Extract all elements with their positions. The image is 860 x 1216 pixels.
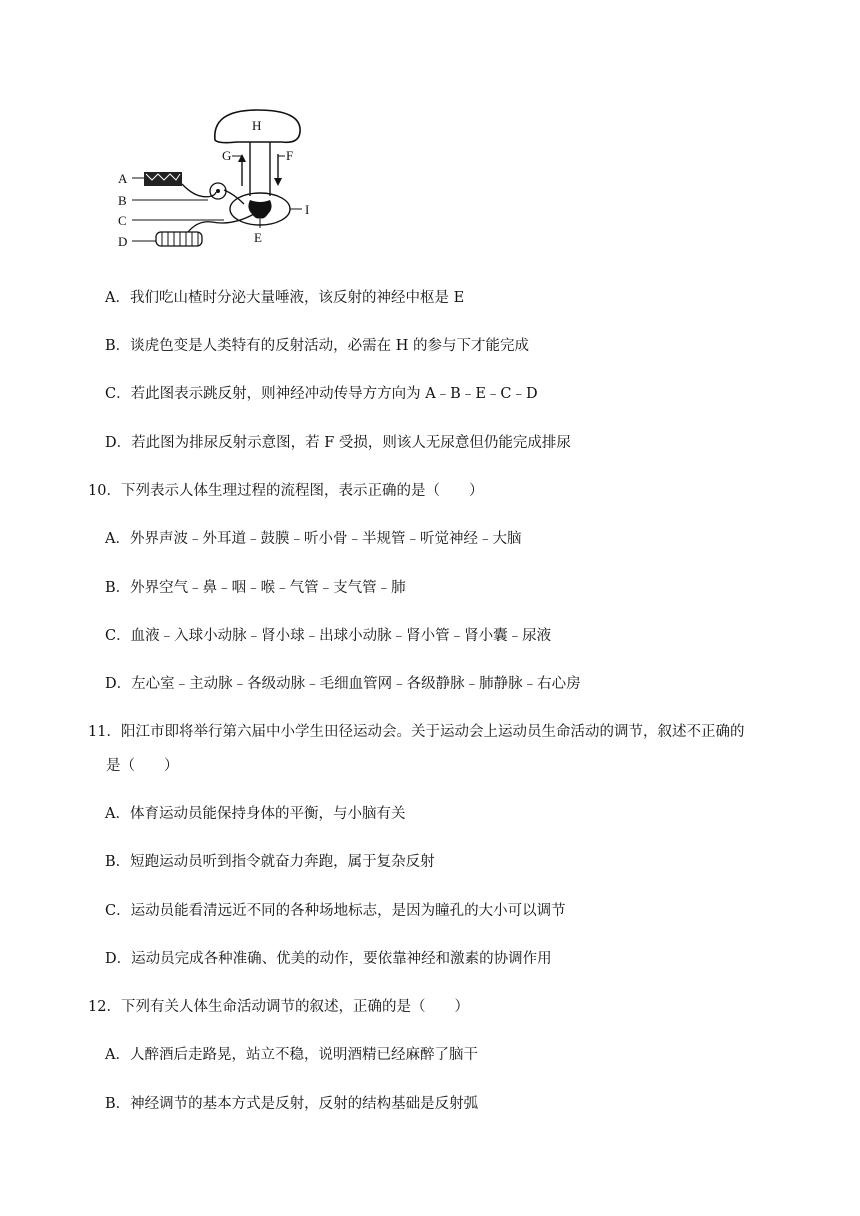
label-i: I <box>305 202 310 217</box>
label-e: E <box>254 230 262 245</box>
label-g: G <box>222 148 232 163</box>
q12-option-b: B．神经调节的基本方式是反射，反射的结构基础是反射弧 <box>105 1096 479 1112</box>
q11-stem-line2: 是（ ） <box>106 758 179 774</box>
q9-option-d: D．若此图为排尿反射示意图，若 F 受损，则该人无尿意但仍能完成排尿 <box>105 435 571 451</box>
q10-stem: 10．下列表示人体生理过程的流程图，表示正确的是（ ） <box>88 483 484 499</box>
label-a: A <box>118 171 128 186</box>
effector-d <box>156 232 202 246</box>
q10-option-d: D．左心室﹣主动脉﹣各级动脉﹣毛细血管网﹣各级静脉﹣肺静脉﹣右心房 <box>105 676 581 692</box>
q9-option-a: A．我们吃山楂时分泌大量唾液，该反射的神经中枢是 E <box>105 290 465 306</box>
label-d: D <box>118 234 128 249</box>
label-c: C <box>118 213 127 228</box>
label-b: B <box>118 193 127 208</box>
label-f: F <box>286 148 294 163</box>
q10-option-c: C．血液﹣入球小动脉﹣肾小球﹣出球小动脉﹣肾小管﹣肾小囊﹣尿液 <box>105 628 552 644</box>
label-h: H <box>252 118 262 133</box>
q12-option-a: A．人醉酒后走路晃，站立不稳，说明酒精已经麻醉了脑干 <box>105 1047 478 1063</box>
q11-option-b: B．短跑运动员听到指令就奋力奔跑，属于复杂反射 <box>105 854 435 870</box>
reflex-arc-diagram <box>112 104 334 256</box>
q9-option-b: B．谈虎色变是人类特有的反射活动，必需在 H 的参与下才能完成 <box>105 338 530 354</box>
q11-stem-line1: 11．阳江市即将举行第六届中小学生田径运动会。关于运动会上运动员生命活动的调节，叙述不正确的 <box>88 724 745 740</box>
q11-option-c: C．运动员能看清远近不同的各种场地标志，是因为瞳孔的大小可以调节 <box>105 903 566 919</box>
q9-option-c: C．若此图表示跳反射，则神经冲动传导方方向为 A﹣B﹣E﹣C﹣D <box>105 386 538 402</box>
q11-option-d: D．运动员完成各种准确、优美的动作，要依靠神经和激素的协调作用 <box>105 951 552 967</box>
q12-stem: 12．下列有关人体生命活动调节的叙述，正确的是（ ） <box>88 999 469 1015</box>
q10-option-b: B．外界空气﹣鼻﹣咽﹣喉﹣气管﹣支气管﹣肺 <box>105 580 406 596</box>
q11-option-a: A．体育运动员能保持身体的平衡，与小脑有关 <box>105 806 406 822</box>
q10-option-a: A．外界声波﹣外耳道﹣鼓膜﹣听小骨﹣半规管﹣听觉神经﹣大脑 <box>105 531 522 547</box>
